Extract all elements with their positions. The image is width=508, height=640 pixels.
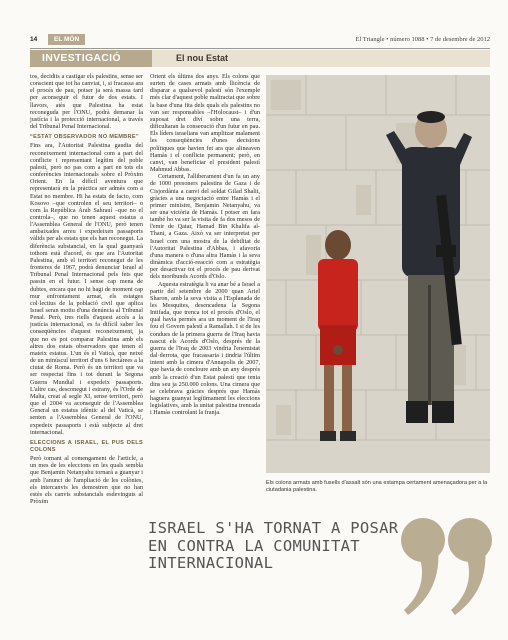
quote-mark-icon: [398, 500, 498, 620]
header-rule: [30, 48, 490, 49]
issue-info: El Triangle • número 1088 • 7 de desembre de 2012: [355, 36, 490, 43]
paragraph: Aquesta estratègia li va anar bé a Israel a partir del setembre de 2000 quan Ariel Sharon, amb la seva visita a l'Esplanada de les Mesquites, desencadena la Segona Intifada, que trenca tot el procés d'Oslo, el qual havia permès ara un moment de l'Iraq fou el Govern palestí a Ramallah. I si de les condues de la primera guerra de l'Iraq havia nascut els Acords d'Oslo, després de la guerra de l'Iraq de 2003 vindria l'enemistat dal·derrota, que fracassaria i tindria l'últim intent amb la cimera d'Annapolis de 2007, que havia de concloure amb un any després amb la creació d'un Estat palestí que tenia dins seu ja 250.000 colons. Una cimera que se celebrava gràcies després que Hamàs haguera guanyat legítimament les eleccions legislatives, amb la unitat palestina trencada i Hamàs controlant la franja.: [150, 280, 260, 417]
subheading: ELECCIONS A ISRAEL, EL PUS DELS COLONS: [30, 439, 143, 453]
page-header: [30, 33, 490, 47]
section-tag: EL MÓN: [48, 34, 85, 45]
subheading: “ESTAT OBSERVADOR NO MEMBRE”: [30, 134, 139, 141]
section-band: [30, 50, 490, 67]
page-number: 14: [30, 36, 38, 43]
photo-illustration: [266, 75, 490, 473]
photo-caption: Els colons armats amb fusells d'assalt són una estampa certament amenaçadora per a la ciutadania palestina.: [266, 480, 488, 493]
article-photo: [266, 75, 490, 473]
paragraph: Fins ara, l'Autoritat Palestina gaudia del reconeixement internacional com a part del conflicte i representant legítim del poble palestí, però no pas com a part en tots els conferències internacionals sobre el Pròxim Orient. En la difícil aventura que representarà en la pràctica ser admès com a Estat no membre. Hi ha estats de facto, com Kosovo –que controlen el seu territori– o com la República Àrab Sahrauí –que no el controla–, que no tenen aquest estatus a l'Assemblea General de l'ONU, però tenen ambaixades arreu i expedeixen passaports vàlids per als estats que els han reconegut. La diferència substancial, en la qual guanyarà tothom està d'acord, és que ara l'Autoritat Palestina, amb el territori reconegut de les fronteres de 1967, podrà denunciar Israel al Tribunal Penal Internacional pels fets que passin en el futur. I sense cap mena de dubtes, encara que no hi hagi de moment cap mur enfrontament armat, els estatges col·lectius de la població civil que aplica Israel seran motiu d'una denúncia al Tribunal Penal. Però, tres riells d'aquest accés a la justícia internacional, es fa difícil saber les conseqüències d'aquest reconeixement, ja que no es pot comparar Palestina amb els altres dos estats observadors que tenen el mateix estatus. L'un és el Vaticà, que neixé de un minúscul territori d'uns 6 hectàrees a la ciutat de Roma. Però és un territori que va ser respectat fins i tot durant la Segona Guerra Mundial i expedeix passaports. L'altre cas, desconegut i estrany, és l'Orde de Malta, creat al segle XI, sense territori, però que el 2004 va aconseguir de l'Assemblea General un estatus idèntic al del Vaticà, se senten a l'Assemblea General de l'ONU, expedeix passaports i està subjecte al dret internacional.: [30, 142, 143, 436]
paragraph: Però tornant al comengament de l'article, a un mes de les eleccions en les quals sembla que Benjamin Netanyahu tornarà a guanyar i amb l'anunci de l'ampliació de les colònies, els intercanvis les demostren que no han estès els canvis substancials esdevinguts al Pròxim: [30, 455, 143, 506]
section-label: INVESTIGACIÓ: [30, 50, 152, 67]
paragraph: Certament, l'alliberament d'un fa un any de 1000 presoners palestins de Gaza i de Cisjordània a canvi del soldat Gilad Shalit, gràcies a una negociació entre Hamàs i el primer ministre, Benjamin Netanyahu, va ser una victòria de Hamàs. I potser en fara també ho va ser la visita de fa dos mesos de l'emir de Qatar, Hamad Bin Khalifa al-Thani, a Gaza. Això va ser interpretat per Israel com una mostra de la debilitat de l'Autoritat Palestina d'Abbas, i afavoria d'una manera o d'una altra Hamàs i la seva dinàmica d'acció-reacció com a estratègia per desactivar tot el procés de pau derivat dels moribunds Acords d'Oslo.: [150, 173, 260, 281]
article-column-2: [150, 73, 260, 513]
pull-quote: ISRAEL S'HA TORNAT A POSAR EN CONTRA LA COMUNITAT INTERNACIONAL: [148, 519, 399, 572]
subsection-label: El nou Estat: [176, 53, 229, 63]
paragraph: tos, decidits a castigar els palestins, sense ser conscient que tot ha canviat, i, si fracassa ara el procés de pau, potser ja serà massa tard per aconseguir el futur de dos estats. I llavors, atès que Palestina ha estat reconeguda per l'ONU, podrà demanar la justícia i la protecció internacional, a través del Tribunal Penal Internacional.: [30, 73, 143, 131]
paragraph: Orient els últims dos anys. Els colons que surten de cases armats amb llicència de disparar a qualsevol palestí són l'exemple més clar d'aquest poble maltractat que sobre la base d'una fita dels quals els palestins no van ser responsables –l'Holocaust– i d'un suposat dret diví sobre una terra, dificultaran la consecució d'un futur en pau. Els líders israelians van amplitzar malament les conseqüències d'unes decisions polítiques que havien fet ara que alineaven Hamàs i el conflicte permanent; però, en canvi, van beneficiar el president palestí Mahmud Abbas.: [150, 73, 260, 174]
article-column-1: [30, 73, 143, 505]
